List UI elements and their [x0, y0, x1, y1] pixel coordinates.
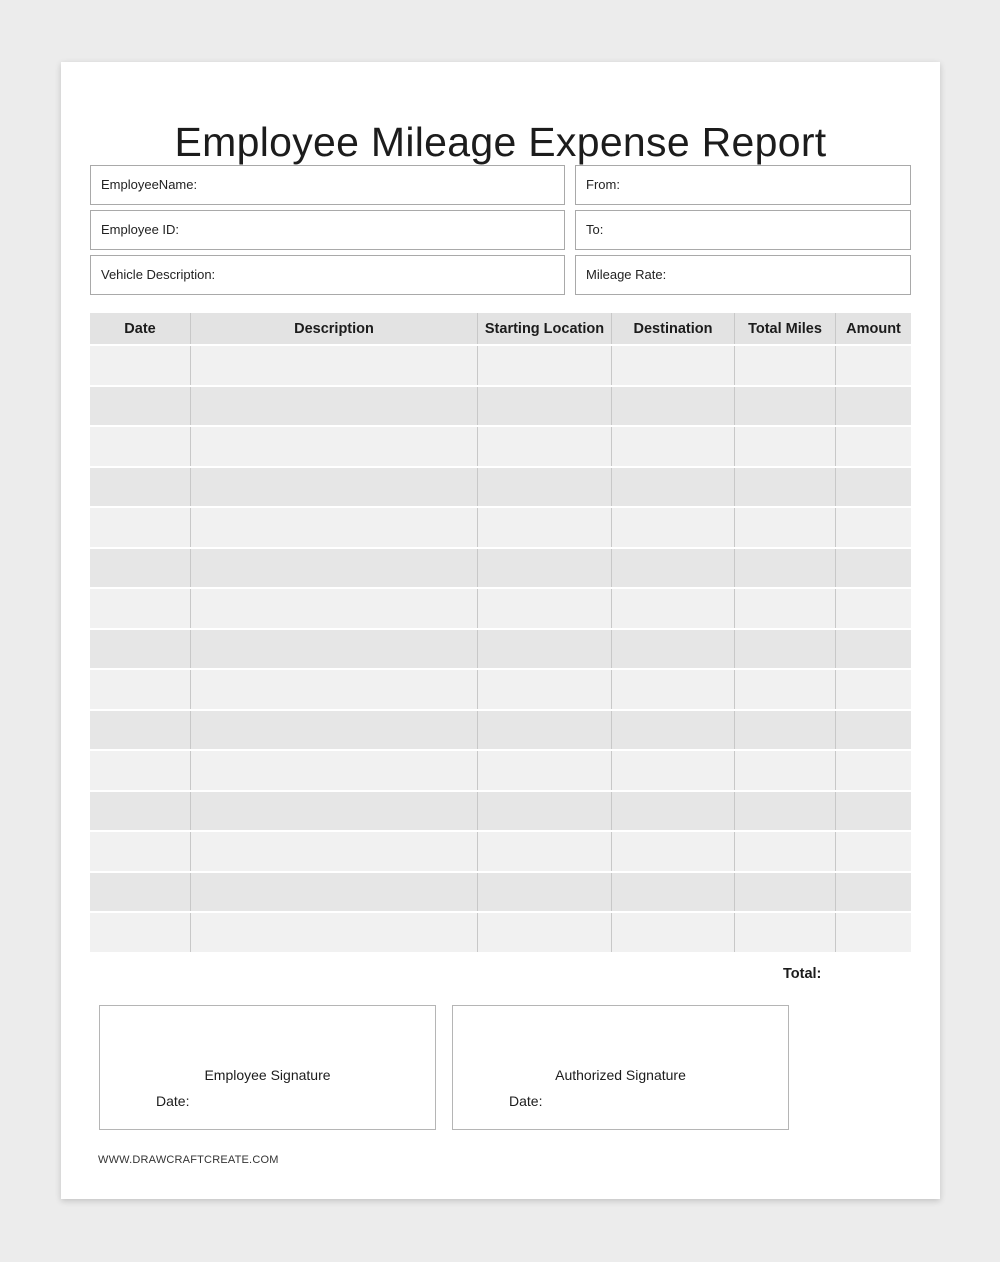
table-header-row	[90, 313, 911, 344]
cell-starting-location[interactable]	[478, 427, 612, 466]
cell-description[interactable]	[191, 670, 478, 709]
cell-total-miles[interactable]	[735, 468, 836, 507]
cell-description[interactable]	[191, 711, 478, 750]
mileage-rate-label: Mileage Rate:	[586, 267, 667, 282]
cell-destination[interactable]	[612, 873, 735, 912]
vehicle-description-label: Vehicle Description:	[101, 267, 216, 282]
cell-starting-location[interactable]	[478, 387, 612, 426]
table-row	[90, 830, 911, 871]
cell-destination[interactable]	[612, 427, 735, 466]
column-header-destination: Destination	[612, 313, 735, 344]
table-row	[90, 466, 911, 507]
cell-total-miles[interactable]	[735, 549, 836, 588]
cell-total-miles[interactable]	[735, 427, 836, 466]
cell-date[interactable]	[90, 346, 191, 385]
cell-description[interactable]	[191, 873, 478, 912]
employee-id-label: Employee ID:	[101, 222, 180, 237]
cell-destination[interactable]	[612, 346, 735, 385]
cell-date[interactable]	[90, 832, 191, 871]
cell-destination[interactable]	[612, 387, 735, 426]
cell-description[interactable]	[191, 913, 478, 952]
cell-destination[interactable]	[612, 913, 735, 952]
cell-description[interactable]	[191, 427, 478, 466]
cell-date[interactable]	[90, 873, 191, 912]
cell-starting-location[interactable]	[478, 508, 612, 547]
cell-total-miles[interactable]	[735, 913, 836, 952]
column-header-total-miles: Total Miles	[735, 313, 836, 344]
table-row	[90, 911, 911, 952]
employee-signature-box[interactable]	[99, 1005, 436, 1130]
vehicle-description-field[interactable]	[90, 255, 565, 295]
cell-destination[interactable]	[612, 630, 735, 669]
cell-amount[interactable]	[836, 751, 911, 790]
cell-amount[interactable]	[836, 589, 911, 628]
mileage-table	[90, 313, 911, 952]
table-row	[90, 709, 911, 750]
employee-id-field[interactable]	[90, 210, 565, 250]
table-row	[90, 628, 911, 669]
cell-date[interactable]	[90, 751, 191, 790]
cell-destination[interactable]	[612, 508, 735, 547]
employee-signature-label: Employee Signature	[204, 1067, 331, 1083]
authorized-signature-box[interactable]	[452, 1005, 789, 1130]
cell-starting-location[interactable]	[478, 468, 612, 507]
table-row	[90, 425, 911, 466]
cell-date[interactable]	[90, 792, 191, 831]
cell-amount[interactable]	[836, 832, 911, 871]
cell-total-miles[interactable]	[735, 346, 836, 385]
cell-amount[interactable]	[836, 468, 911, 507]
cell-starting-location[interactable]	[478, 711, 612, 750]
cell-total-miles[interactable]	[735, 711, 836, 750]
cell-description[interactable]	[191, 346, 478, 385]
cell-amount[interactable]	[836, 549, 911, 588]
column-header-amount: Amount	[846, 320, 901, 337]
column-header-starting-location: Starting Location	[478, 313, 612, 344]
cell-amount[interactable]	[836, 630, 911, 669]
cell-description[interactable]	[191, 387, 478, 426]
cell-total-miles[interactable]	[735, 589, 836, 628]
table-body	[90, 344, 911, 952]
cell-destination[interactable]	[612, 670, 735, 709]
cell-total-miles[interactable]	[735, 387, 836, 426]
cell-destination[interactable]	[612, 549, 735, 588]
cell-starting-location[interactable]	[478, 346, 612, 385]
mileage-rate-field[interactable]	[575, 255, 911, 295]
cell-amount[interactable]	[836, 346, 911, 385]
cell-starting-location[interactable]	[478, 751, 612, 790]
table-row	[90, 344, 911, 385]
cell-amount[interactable]	[836, 387, 911, 426]
cell-date[interactable]	[90, 589, 191, 628]
cell-starting-location[interactable]	[478, 630, 612, 669]
table-row	[90, 385, 911, 426]
report-page	[61, 62, 940, 1199]
cell-destination[interactable]	[612, 832, 735, 871]
cell-total-miles[interactable]	[735, 670, 836, 709]
cell-starting-location[interactable]	[478, 913, 612, 952]
cell-destination[interactable]	[612, 589, 735, 628]
cell-starting-location[interactable]	[478, 832, 612, 871]
column-header-date: Date	[90, 313, 191, 344]
cell-date[interactable]	[90, 711, 191, 750]
authorized-signature-date-label: Date:	[509, 1093, 543, 1109]
cell-starting-location[interactable]	[478, 670, 612, 709]
cell-date[interactable]	[90, 508, 191, 547]
cell-date[interactable]	[90, 670, 191, 709]
cell-amount[interactable]	[836, 913, 911, 952]
cell-starting-location[interactable]	[478, 873, 612, 912]
authorized-signature-label: Authorized Signature	[555, 1067, 686, 1083]
cell-destination[interactable]	[612, 792, 735, 831]
cell-destination[interactable]	[612, 751, 735, 790]
cell-amount[interactable]	[836, 508, 911, 547]
total-label: Total:	[783, 966, 822, 982]
employee-name-field[interactable]	[90, 165, 565, 205]
table-row	[90, 668, 911, 709]
table-row	[90, 587, 911, 628]
from-date-field[interactable]	[575, 165, 911, 205]
cell-destination[interactable]	[612, 468, 735, 507]
table-row	[90, 871, 911, 912]
employee-signature-date-label: Date:	[156, 1093, 190, 1109]
footer-website: WWW.DRAWCRAFTCREATE.COM	[98, 1154, 279, 1166]
cell-total-miles[interactable]	[735, 751, 836, 790]
cell-total-miles[interactable]	[735, 873, 836, 912]
employee-name-label: EmployeeName:	[101, 177, 198, 192]
cell-date[interactable]	[90, 468, 191, 507]
cell-starting-location[interactable]	[478, 792, 612, 831]
cell-total-miles[interactable]	[735, 832, 836, 871]
to-date-label: To:	[586, 222, 604, 237]
cell-description[interactable]	[191, 630, 478, 669]
cell-total-miles[interactable]	[735, 508, 836, 547]
cell-date[interactable]	[90, 387, 191, 426]
cell-starting-location[interactable]	[478, 549, 612, 588]
cell-date[interactable]	[90, 549, 191, 588]
cell-total-miles[interactable]	[735, 630, 836, 669]
cell-total-miles[interactable]	[735, 792, 836, 831]
cell-amount[interactable]	[836, 427, 911, 466]
cell-date[interactable]	[90, 630, 191, 669]
cell-amount[interactable]	[836, 670, 911, 709]
cell-description[interactable]	[191, 549, 478, 588]
table-row	[90, 547, 911, 588]
table-row	[90, 790, 911, 831]
cell-description[interactable]	[191, 751, 478, 790]
table-row	[90, 749, 911, 790]
cell-description[interactable]	[191, 508, 478, 547]
cell-date[interactable]	[90, 913, 191, 952]
column-header-description: Description	[191, 313, 478, 344]
cell-description[interactable]	[191, 832, 478, 871]
table-row	[90, 506, 911, 547]
page-title: Employee Mileage Expense Report	[174, 119, 827, 166]
cell-date[interactable]	[90, 427, 191, 466]
to-date-field[interactable]	[575, 210, 911, 250]
cell-destination[interactable]	[612, 711, 735, 750]
from-date-label: From:	[586, 177, 620, 192]
cell-description[interactable]	[191, 468, 478, 507]
cell-amount[interactable]	[836, 711, 911, 750]
cell-starting-location[interactable]	[478, 589, 612, 628]
cell-amount[interactable]	[836, 792, 911, 831]
cell-description[interactable]	[191, 792, 478, 831]
cell-amount[interactable]	[836, 873, 911, 912]
cell-description[interactable]	[191, 589, 478, 628]
